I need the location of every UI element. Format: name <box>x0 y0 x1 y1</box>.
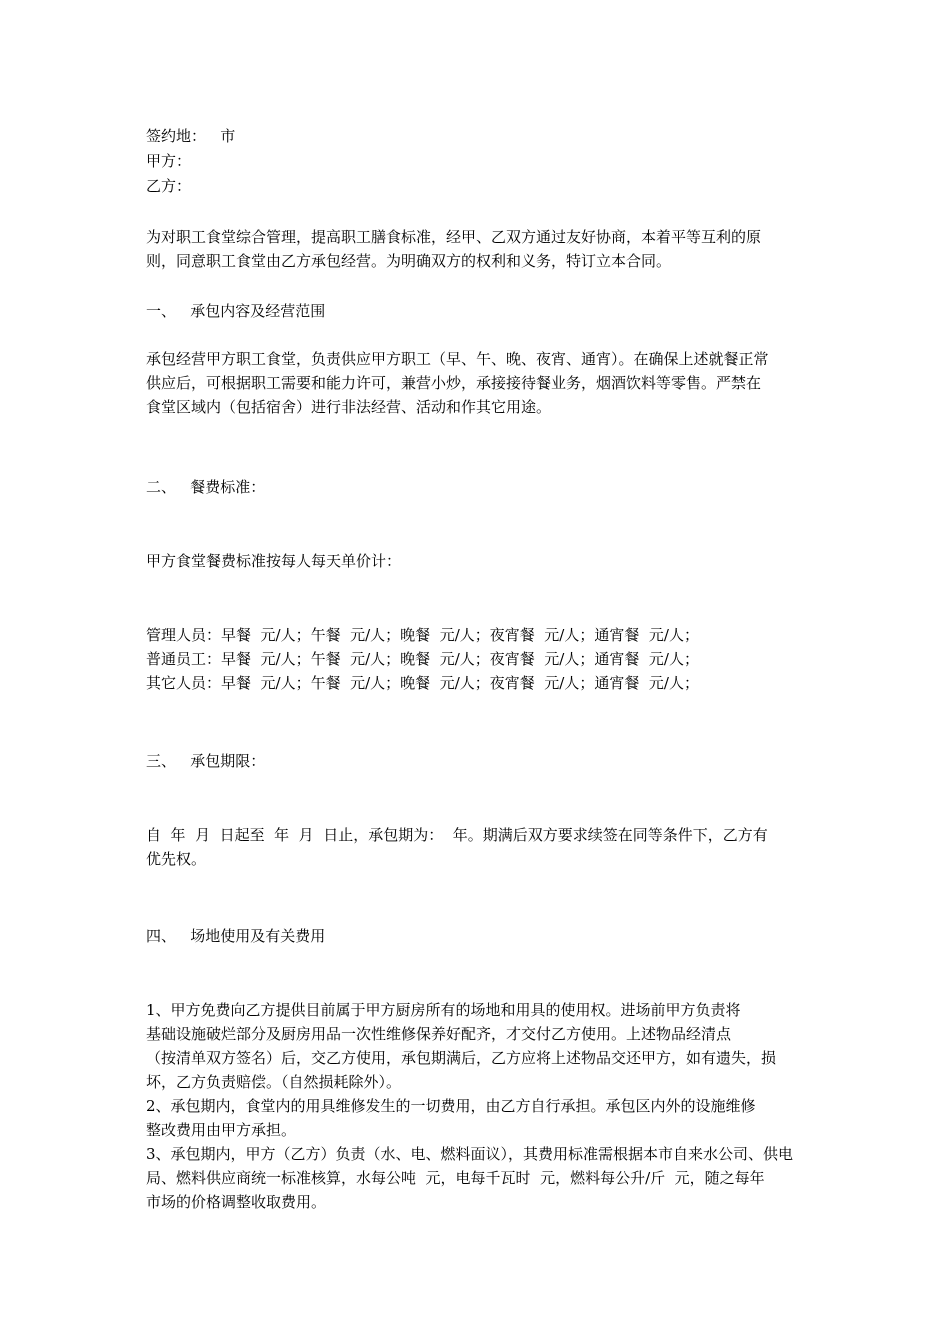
section-2-heading: 二、 餐费标准： <box>146 478 266 496</box>
section-4-heading: 四、 场地使用及有关费用 <box>146 927 326 945</box>
section-3-line: 自 年 月 日起至 年 月 日止，承包期为： 年。期满后双方要求续签在同等条件下，乙方有 <box>146 826 768 844</box>
section-1-line: 供应后，可根据职工需要和能力许可，兼营小炒，承接接待餐业务，烟酒饮料等零售。严禁在 <box>146 374 762 392</box>
meal-price-row-others: 其它人员：早餐 元/人；午餐 元/人；晚餐 元/人；夜宵餐 元/人；通宵餐 元/人； <box>146 674 699 692</box>
meal-price-row-staff: 普通员工：早餐 元/人；午餐 元/人；晚餐 元/人；夜宵餐 元/人；通宵餐 元/人； <box>146 650 699 668</box>
section-4-item-2-line: 整改费用由甲方承担。 <box>146 1121 297 1139</box>
section-1-line: 食堂区域内（包括宿舍）进行非法经营、活动和作其它用途。 <box>146 398 552 416</box>
party-a-line: 甲方： <box>146 152 192 170</box>
section-4-item-1-line: 坏，乙方负责赔偿。（自然损耗除外）。 <box>146 1073 402 1091</box>
section-1-line: 承包经营甲方职工食堂，负责供应甲方职工（早、午、晚、夜宵、通宵）。在确保上述就餐正常 <box>146 350 769 368</box>
section-4-item-1-line: 基础设施破烂部分及厨房用品一次性维修保养好配齐，才交付乙方使用。上述物品经清点 <box>146 1025 732 1043</box>
section-1-body <box>146 347 808 419</box>
section-3-line: 优先权。 <box>146 850 207 868</box>
section-4-item-3-line: 局、燃料供应商统一标准核算，水每公吨 元，电每千瓦时 元，燃料每公升/斤 元，随之每年 <box>146 1169 765 1187</box>
section-4-item-1-line: （按清单双方签名）后，交乙方使用，承包期满后，乙方应将上述物品交还甲方，如有遗失，损 <box>146 1049 777 1067</box>
section-4-item-3-line: 市场的价格调整收取费用。 <box>146 1193 327 1211</box>
section-4-body <box>146 998 808 1214</box>
section-4-item-3-line: 3、承包期内，甲方（乙方）负责（水、电、燃料面议），其费用标准需根据本市自来水公司、供电 <box>146 1145 794 1163</box>
meal-price-table <box>146 623 808 695</box>
section-2-intro: 甲方食堂餐费标准按每人每天单价计： <box>146 552 402 570</box>
section-4-item-2-line: 2、承包期内，食堂内的用具维修发生的一切费用，由乙方自行承担。承包区内外的设施维修 <box>146 1097 756 1115</box>
intro-paragraph <box>146 225 808 273</box>
section-3-body <box>146 823 808 871</box>
section-3-heading: 三、 承包期限： <box>146 752 266 770</box>
sign-place-line: 签约地： 市 <box>146 127 236 145</box>
section-1-heading: 一、 承包内容及经营范围 <box>146 302 326 320</box>
intro-line: 为对职工食堂综合管理，提高职工膳食标准，经甲、乙双方通过友好协商，本着平等互利的原 <box>146 228 762 246</box>
meal-price-row-management: 管理人员：早餐 元/人；午餐 元/人；晚餐 元/人；夜宵餐 元/人；通宵餐 元/人； <box>146 626 699 644</box>
section-4-item-1-line: 1、甲方免费向乙方提供目前属于甲方厨房所有的场地和用具的使用权。进场前甲方负责将 <box>146 1001 741 1019</box>
party-b-line: 乙方： <box>146 177 192 195</box>
intro-line: 则，同意职工食堂由乙方承包经营。为明确双方的权利和义务，特订立本合同。 <box>146 252 672 270</box>
